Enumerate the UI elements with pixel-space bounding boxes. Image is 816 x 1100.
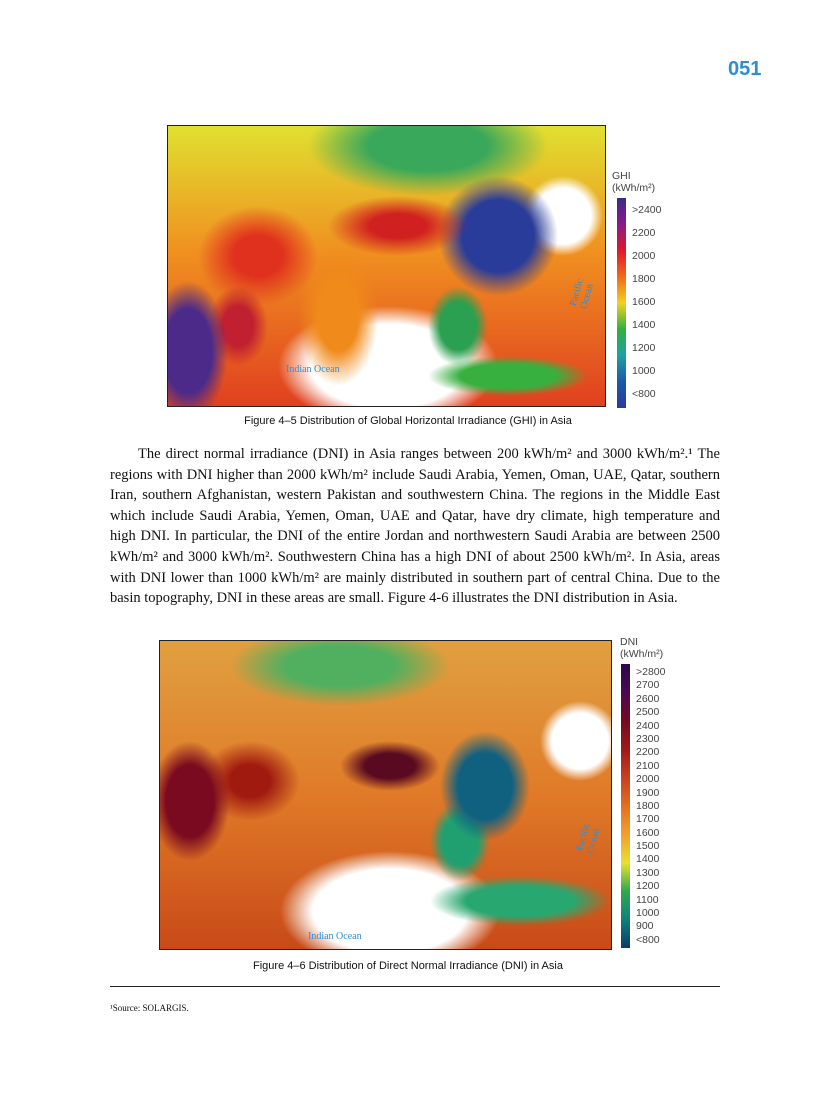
figure-4-6-caption: Figure 4–6 Distribution of Direct Normal Irradiance (DNI) in Asia (253, 960, 563, 972)
figure-4-5-caption: Figure 4–5 Distribution of Global Horizontal Irradiance (GHI) in Asia (244, 415, 572, 427)
dni-map (159, 640, 612, 950)
pacific-ocean-label: Pacific Ocean (567, 277, 596, 311)
footnote: ¹Source: SOLARGIS. (110, 1003, 189, 1013)
legend-tick-label: 1800 (636, 799, 660, 812)
ghi-tick-labels (632, 204, 662, 400)
legend-tick-label: 1600 (632, 296, 656, 308)
legend-tick-label: 1600 (636, 826, 660, 839)
legend-tick-label: 2200 (636, 746, 660, 759)
legend-tick-label: 2000 (632, 250, 656, 262)
legend-tick-label: 1000 (636, 907, 660, 920)
dni-tick-labels (636, 666, 666, 946)
legend-tick-label: 2100 (636, 759, 660, 772)
legend-tick-label: 1000 (632, 365, 656, 377)
dni-color-bar (621, 664, 630, 948)
pacific-ocean-label: Pacific Ocean (574, 822, 603, 855)
legend-tick-label: 1700 (636, 813, 660, 826)
legend-tick-label: 2000 (636, 773, 660, 786)
legend-tick-label: 2500 (636, 706, 660, 719)
legend-tick-label: 1200 (632, 342, 656, 354)
legend-unit: (kWh/m²) (612, 182, 656, 194)
ghi-color-bar (617, 198, 626, 408)
indian-ocean-label: Indian Ocean (286, 364, 340, 375)
legend-tick-label: 1200 (636, 880, 660, 893)
ghi-legend (612, 170, 662, 400)
legend-tick-label: 1500 (636, 840, 660, 853)
indian-ocean-label: Indian Ocean (308, 931, 362, 942)
legend-title: GHI (612, 170, 631, 182)
ghi-map (167, 125, 606, 407)
legend-tick-label: 2200 (632, 227, 656, 239)
body-paragraph: The direct normal irradiance (DNI) in Asia ranges between 200 kWh/m² and 3000 kWh/m².¹ The regions with DNI higher than 2000 kWh/m² include Saudi Arabia, Yemen, Oman, UAE, Qatar, southern Iran, southern Afghanistan, western Pakistan and southwestern China. The regions in the Middle East which include Saudi Arabia, Yemen, Oman, UAE and Qatar, have dry climate, high temperature and high DNI. In particular, the DNI of the entire Jordan and northwestern Saudi Arabia are between 2500 kWh/m² and 3000 kWh/m². Southwestern China has a high DNI of about 2500 kWh/m². In Asia, areas with DNI lower than 1000 kWh/m² are mainly distributed in southern part of central China. Due to the basin topography, DNI in these areas are small. Figure 4-6 illustrates the DNI distribution in Asia. (110, 446, 720, 607)
legend-tick-label: 900 (636, 920, 654, 933)
legend-tick-label: <800 (636, 933, 660, 946)
legend-tick-label: 2700 (636, 679, 660, 692)
dni-legend (620, 636, 666, 946)
legend-tick-label: 1400 (636, 853, 660, 866)
legend-tick-label: 1400 (632, 319, 656, 331)
legend-tick-label: 2400 (636, 719, 660, 732)
legend-title: DNI (620, 636, 639, 648)
legend-tick-label: >2400 (632, 204, 662, 216)
legend-tick-label: 1800 (632, 273, 656, 285)
legend-tick-label: <800 (632, 388, 656, 400)
legend-tick-label: 2300 (636, 732, 660, 745)
footnote-divider (110, 986, 720, 987)
legend-tick-label: 1300 (636, 866, 660, 879)
legend-unit: (kWh/m²) (620, 648, 664, 660)
page-number: 051 (728, 58, 762, 80)
legend-tick-label: 2600 (636, 692, 660, 705)
legend-tick-label: 1900 (636, 786, 660, 799)
legend-tick-label: 1100 (636, 893, 659, 906)
legend-tick-label: >2800 (636, 666, 666, 678)
